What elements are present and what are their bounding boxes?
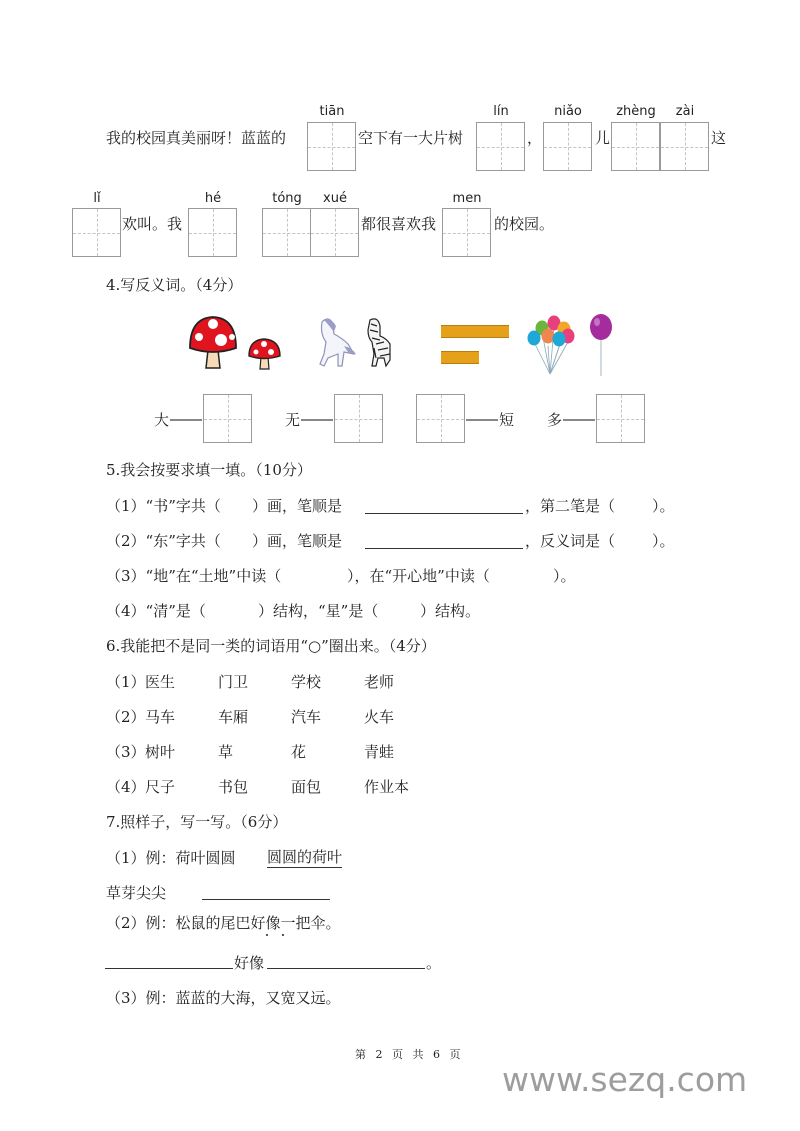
writing-box-tong[interactable]	[262, 208, 311, 257]
q7-title: 7.照样子，写一写。（6分）	[106, 813, 288, 831]
q5-item2-c: ，反义词是（	[525, 532, 616, 550]
q3-line2-text-a: 欢叫。我	[122, 215, 183, 233]
horse-zebra-icon	[314, 314, 392, 370]
q6-word[interactable]: 草	[218, 743, 234, 761]
balloons-icon	[524, 312, 619, 378]
page-number: 第 2 页 共 6 页	[355, 1048, 464, 1061]
antonym-box-da[interactable]	[203, 394, 252, 443]
q6-row-label: （4）	[106, 778, 146, 796]
pinyin-zheng: zhèng	[616, 104, 656, 119]
q7-example3-label: （3）例：蓝蓝的大海，又宽又远。	[106, 989, 341, 1007]
q6-row-label: （3）	[106, 743, 146, 761]
pinyin-niao: niǎo	[554, 104, 582, 119]
pinyin-tong: tóng	[272, 191, 302, 206]
q6-row-label: （2）	[106, 708, 146, 726]
q5-item1-b: ）画，笔顺是	[252, 497, 343, 515]
q6-word[interactable]: 马车	[145, 708, 176, 726]
q7-task2-blank-a[interactable]	[105, 968, 233, 969]
q7-example1-label: （1）例：荷叶圆圆	[106, 849, 236, 867]
emphasis-dot	[266, 934, 268, 936]
q5-item1-d: ）。	[652, 497, 675, 515]
q3-line1-text-d: 儿	[595, 129, 611, 147]
antonym-box-wu[interactable]	[334, 394, 383, 443]
ruler-short-icon	[441, 351, 479, 364]
q6-word[interactable]: 车厢	[218, 708, 249, 726]
q5-item3-c: ）。	[553, 567, 576, 585]
q5-item2-stroke-order-blank[interactable]	[365, 548, 523, 549]
q6-word[interactable]: 门卫	[218, 673, 249, 691]
q3-line1-text-a: 我的校园真美丽呀！蓝蓝的	[106, 129, 287, 147]
q5-item3-b: ），在“开心地”中读（	[347, 567, 490, 585]
antonym-word-da: 大	[154, 411, 170, 429]
antonym-word-duan: 短	[499, 411, 515, 429]
q3-line2-text-b: 都很喜欢我	[361, 215, 437, 233]
q7-task1-phrase: 草芽尖尖	[106, 884, 167, 902]
q5-item1-c: ，第二笔是（	[525, 497, 616, 515]
writing-box-men[interactable]	[442, 208, 491, 257]
writing-box-zai[interactable]	[660, 122, 709, 171]
q7-example1-answer: 圆圆的荷叶	[267, 848, 343, 866]
q3-line1-text-c: ，	[527, 129, 543, 147]
q6-title: 6.我能把不是同一类的词语用“○”圈出来。（4分）	[106, 637, 436, 655]
antonym-word-wu: 无	[285, 411, 301, 429]
antonym-word-duo: 多	[547, 411, 563, 429]
q5-item4-c: ）结构。	[420, 602, 481, 620]
pinyin-lin: lín	[493, 104, 509, 119]
writing-box-tian[interactable]	[307, 122, 356, 171]
q6-word[interactable]: 面包	[291, 778, 322, 796]
q7-task1-blank[interactable]	[202, 899, 330, 900]
writing-box-zheng[interactable]	[611, 122, 660, 171]
q6-word[interactable]: 作业本	[364, 778, 410, 796]
q6-word[interactable]: 汽车	[291, 708, 322, 726]
writing-box-niao[interactable]	[543, 122, 592, 171]
ruler-long-icon	[441, 325, 509, 338]
q6-word[interactable]: 尺子	[145, 778, 176, 796]
emphasis-dot	[282, 934, 284, 936]
q6-word[interactable]: 书包	[218, 778, 249, 796]
writing-box-he[interactable]	[188, 208, 237, 257]
q6-word[interactable]: 花	[291, 743, 307, 761]
q6-row-label: （1）	[106, 673, 146, 691]
writing-box-li[interactable]	[72, 208, 121, 257]
watermark: www.sezq.com	[502, 1060, 748, 1099]
q7-task2-end: 。	[426, 954, 442, 972]
mushroom-big-small-icon	[186, 312, 291, 370]
pinyin-tian: tiān	[319, 104, 345, 119]
pinyin-zai: zài	[675, 104, 695, 119]
q6-word[interactable]: 老师	[364, 673, 395, 691]
q7-example2-label: （2）例：松鼠的尾巴好像一把伞。	[106, 914, 341, 932]
antonym-connector	[301, 419, 333, 421]
q4-title: 4.写反义词。（4分）	[106, 276, 243, 294]
q5-item4-a: （4）“清”是（	[106, 602, 206, 620]
q7-task2-blank-b[interactable]	[267, 968, 425, 969]
antonym-connector	[563, 419, 595, 421]
q5-item4-b: ）结构，“星”是（	[258, 602, 379, 620]
q6-word[interactable]: 火车	[364, 708, 395, 726]
q5-item2-a: （2）“东”字共（	[106, 532, 221, 550]
q5-item1-a: （1）“书”字共（	[106, 497, 221, 515]
antonym-connector	[466, 419, 498, 421]
q5-title: 5.我会按要求填一填。（10分）	[106, 461, 312, 479]
q3-line1-text-e: 这	[711, 129, 727, 147]
antonym-box-duo[interactable]	[596, 394, 645, 443]
q5-item1-stroke-order-blank[interactable]	[365, 513, 523, 514]
antonym-box-duan[interactable]	[416, 394, 465, 443]
q3-line2-text-c: 的校园。	[494, 215, 555, 233]
q7-task2-mid: 好像	[234, 954, 265, 972]
writing-box-xue[interactable]	[310, 208, 359, 257]
q3-line1-text-b: 空下有一大片树	[358, 129, 464, 147]
q5-item2-b: ）画，笔顺是	[252, 532, 343, 550]
q6-word[interactable]: 青蛙	[364, 743, 395, 761]
writing-box-lin[interactable]	[476, 122, 525, 171]
pinyin-xue: xué	[323, 191, 347, 206]
q5-item2-d: ）。	[652, 532, 675, 550]
q6-word[interactable]: 医生	[145, 673, 176, 691]
pinyin-he: hé	[204, 191, 222, 206]
q6-word[interactable]: 学校	[291, 673, 322, 691]
q5-item3-a: （3）“地”在“土地”中读（	[106, 567, 282, 585]
pinyin-men: men	[452, 191, 482, 206]
pinyin-li: lǐ	[93, 191, 101, 206]
q6-word[interactable]: 树叶	[145, 743, 176, 761]
antonym-connector	[170, 419, 202, 421]
